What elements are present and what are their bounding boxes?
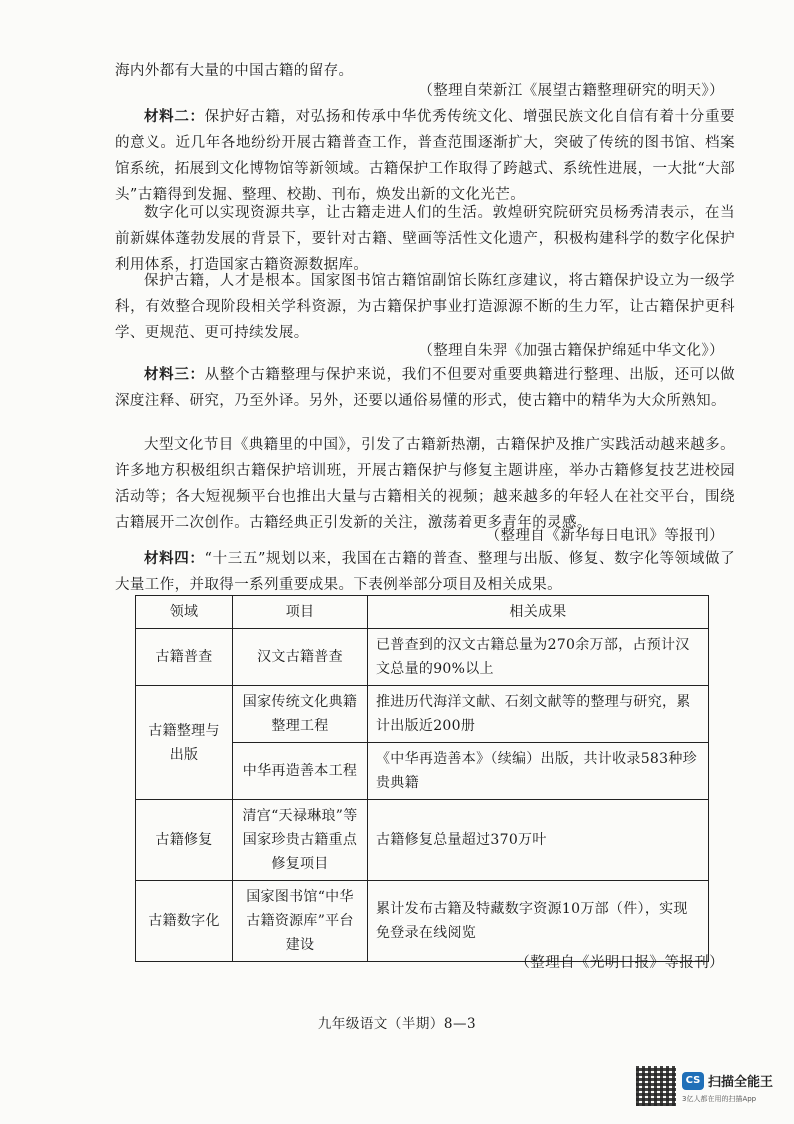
table-row xyxy=(136,629,709,686)
result-cell: 累计发布古籍及特藏数字资源10万部（件），实现免登录在线阅览 xyxy=(368,881,709,962)
source-citation-1: （整理自荣新江《展望古籍整理研究的明天》） xyxy=(418,83,724,99)
project-cell: 国家图书馆“中华古籍资源库”平台建设 xyxy=(233,881,368,962)
dianji-program-paragraph: 大型文化节目《典籍里的中国》，引发了古籍新热潮，古籍保护及推广实践活动越来越多。许多地方积极组织古籍保护培训班，开展古籍保护与修复主题讲座，举办古籍修复技艺进校园活动等；各大短视频平台也推出大量与古籍相关的视频；越来越多的年轻人在社交平台，围绕古籍展开二次创作。古籍经典正引发新的关注，激荡着更多青年的灵感。 xyxy=(115,437,735,531)
talent-paragraph: 保护古籍，人才是根本。国家图书馆古籍馆副馆长陈红彦建议，将古籍保护设立为一级学科，有效整合现阶段相关学科资源，为古籍保护事业打造源源不断的生力军，让古籍保护更科学、更规范、更可持续发展。 xyxy=(115,273,735,341)
table-header-row xyxy=(136,596,709,629)
table-row xyxy=(136,800,709,881)
material-two-text: 保护好古籍，对弘扬和传承中华优秀传统文化、增强民族文化自信有着十分重要的意义。近几年各地纷纷开展古籍普查工作，普查范围逐渐扩大，突破了传统的图书馆、档案馆系统，拓展到文化博物馆等新领域。古籍保护工作取得了跨越式、系统性进展，一大批“大部头”古籍得到发掘、整理、校勘、刊布，焕发出新的文化光芒。 xyxy=(115,109,736,203)
domain-cell: 古籍数字化 xyxy=(136,881,233,962)
result-cell: 推进历代海洋文献、石刻文献等的整理与研究，累计出版近200册 xyxy=(368,686,709,743)
header-project: 项目 xyxy=(233,596,368,629)
header-domain: 领域 xyxy=(136,596,233,629)
header-result: 相关成果 xyxy=(368,596,709,629)
result-cell: 已普查到的汉文古籍总量为270余万部，占预计汉文总量的90%以上 xyxy=(368,629,709,686)
material-four-paragraph xyxy=(115,546,735,598)
material-four-text: “十三五”规划以来，我国在古籍的普查、整理与出版、修复、数字化等领域做了大量工作，并取得一系列重要成果。下表例举部分项目及相关成果。 xyxy=(115,551,735,593)
digitization-paragraph: 数字化可以实现资源共享，让古籍走进人们的生活。敦煌研究院研究员杨秀清表示，在当前新媒体蓬勃发展的背景下，要针对古籍、壁画等活性文化遗产，积极构建科学的数字化保护利用体系，打造国家古籍资源数据库。 xyxy=(115,205,735,273)
source-citation-3: （整理自《新华每日电讯》等报刊） xyxy=(485,528,724,544)
material-three-label: 材料三： xyxy=(144,366,205,383)
scanner-brand-name: 扫描全能王 xyxy=(708,1075,774,1090)
achievements-table xyxy=(135,595,709,962)
result-cell: 古籍修复总量超过370万叶 xyxy=(368,800,709,881)
result-cell: 《中华再造善本》（续编）出版，共计收录583种珍贵典籍 xyxy=(368,743,709,800)
domain-cell: 古籍整理与出版 xyxy=(136,686,233,800)
camscanner-logo-icon: CS xyxy=(682,1072,704,1090)
material-two-paragraph xyxy=(115,104,735,208)
source-citation-4: （整理自《光明日报》等报刊） xyxy=(515,955,724,971)
qr-code-icon xyxy=(636,1066,676,1106)
material-three-paragraph xyxy=(115,362,735,414)
material-three-text: 从整个古籍整理与保护来说，我们不但要对重要典籍进行整理、出版，还可以做深度注释、研究，乃至外译。另外，还要以通俗易懂的形式，使古籍中的精华为大众所熟知。 xyxy=(115,367,736,409)
material-four-label: 材料四： xyxy=(144,550,205,567)
intro-ending-paragraph: 海内外都有大量的中国古籍的留存。 xyxy=(115,63,354,79)
domain-cell: 古籍修复 xyxy=(136,800,233,881)
material-two-label: 材料二： xyxy=(144,108,205,125)
source-citation-2: （整理自朱羿《加强古籍保护绵延中华文化》） xyxy=(418,343,724,359)
project-cell: 清宫“天禄琳琅”等国家珍贵古籍重点修复项目 xyxy=(233,800,368,881)
scanner-tagline: 3亿人都在用的扫描App xyxy=(682,1095,757,1103)
domain-cell: 古籍普查 xyxy=(136,629,233,686)
project-cell: 汉文古籍普查 xyxy=(233,629,368,686)
table-row xyxy=(136,686,709,743)
scanner-watermark xyxy=(636,1066,786,1110)
project-cell: 中华再造善本工程 xyxy=(233,743,368,800)
project-cell: 国家传统文化典籍整理工程 xyxy=(233,686,368,743)
page-footer: 九年级语文（半期）8—3 xyxy=(317,1016,477,1032)
